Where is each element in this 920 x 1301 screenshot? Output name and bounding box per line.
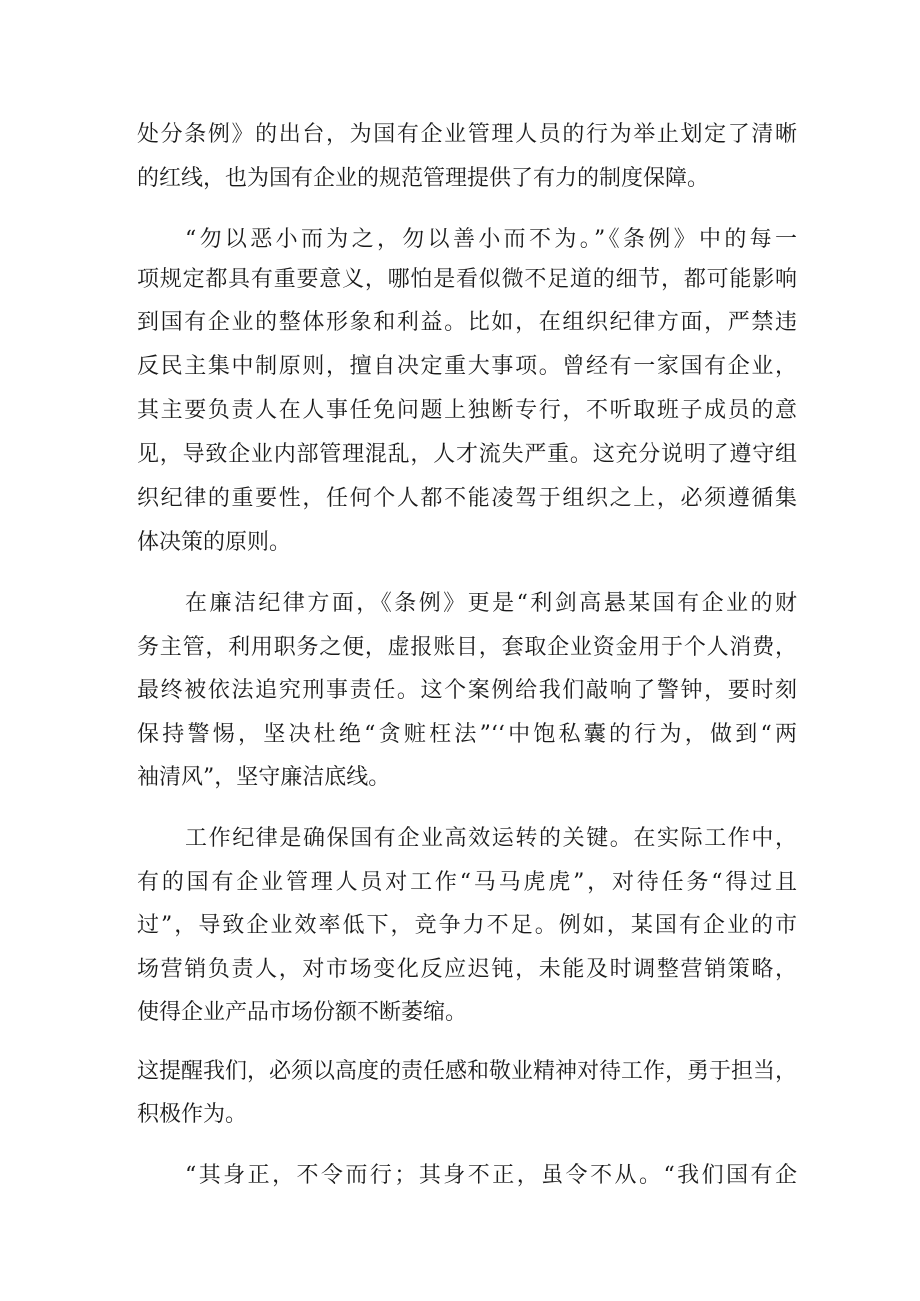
paragraph-4-line-5: 使得企业产品市场份额不断萎缩。: [137, 1000, 468, 1025]
paragraph-5-line-2: 积极作为。: [137, 1102, 248, 1127]
paragraph-4-line-2: 有的国有企业管理人员对工作“马马虎虎”，对待任务“得过且: [137, 870, 797, 895]
paragraph-3-line-1: 在廉洁纪律方面，《条例》更是“利剑高悬某国有企业的财: [185, 591, 797, 616]
paragraph-6-line-1: “其身正，不令而行；其身不正，虽令不从。“我们国有企: [185, 1163, 797, 1188]
paragraph-1-line-1: 处分条例》的出台，为国有企业管理人员的行为举止划定了清晰: [137, 122, 797, 147]
paragraph-2-line-1: “勿以恶小而为之，勿以善小而不为。”《条例》中的每一: [185, 227, 797, 252]
paragraph-2-line-8: 体决策的原则。: [137, 530, 292, 555]
paragraph-2-line-6: 见，导致企业内部管理混乱，人才流失严重。这充分说明了遵守组: [137, 442, 797, 467]
paragraph-2-line-5: 其主要负责人在人事任免问题上独断专行，不听取班子成员的意: [137, 398, 797, 423]
paragraph-2-line-3: 到国有企业的整体形象和利益。比如，在组织纪律方面，严禁违: [137, 310, 797, 335]
paragraph-4-line-3: 过”，导致企业效率低下，竞争力不足。例如，某国有企业的市: [137, 913, 797, 938]
paragraph-4-line-1: 工作纪律是确保国有企业高效运转的关键。在实际工作中，: [185, 826, 797, 851]
paragraph-2-line-4: 反民主集中制原则，擅自决定重大事项。曾经有一家国有企业，: [137, 354, 797, 379]
paragraph-5-line-1: 这提醒我们，必须以高度的责任感和敬业精神对待工作，勇于担当，: [137, 1059, 798, 1084]
paragraph-3-line-3: 最终被依法追究刑事责任。这个案例给我们敲响了警钟，要时刻: [137, 678, 797, 703]
paragraph-1-line-2: 的红线，也为国有企业的规范管理提供了有力的制度保障。: [137, 166, 710, 191]
paragraph-2-line-7: 织纪律的重要性，任何个人都不能凌驾于组织之上，必须遵循集: [137, 486, 797, 511]
paragraph-3-line-5: 袖清风”，坚守廉洁底线。: [137, 765, 391, 790]
paragraph-4-line-4: 场营销负责人，对市场变化反应迟钝，未能及时调整营销策略，: [137, 957, 797, 982]
paragraph-3-line-4: 保持警惕，坚决杜绝“贪赃枉法”‘‘中饱私囊的行为，做到“两: [137, 722, 797, 747]
paragraph-2-line-2: 项规定都具有重要意义，哪怕是看似微不足道的细节，都可能影响: [137, 267, 797, 292]
paragraph-3-line-2: 务主管，利用职务之便，虚报账目，套取企业资金用于个人消费，: [137, 635, 797, 660]
